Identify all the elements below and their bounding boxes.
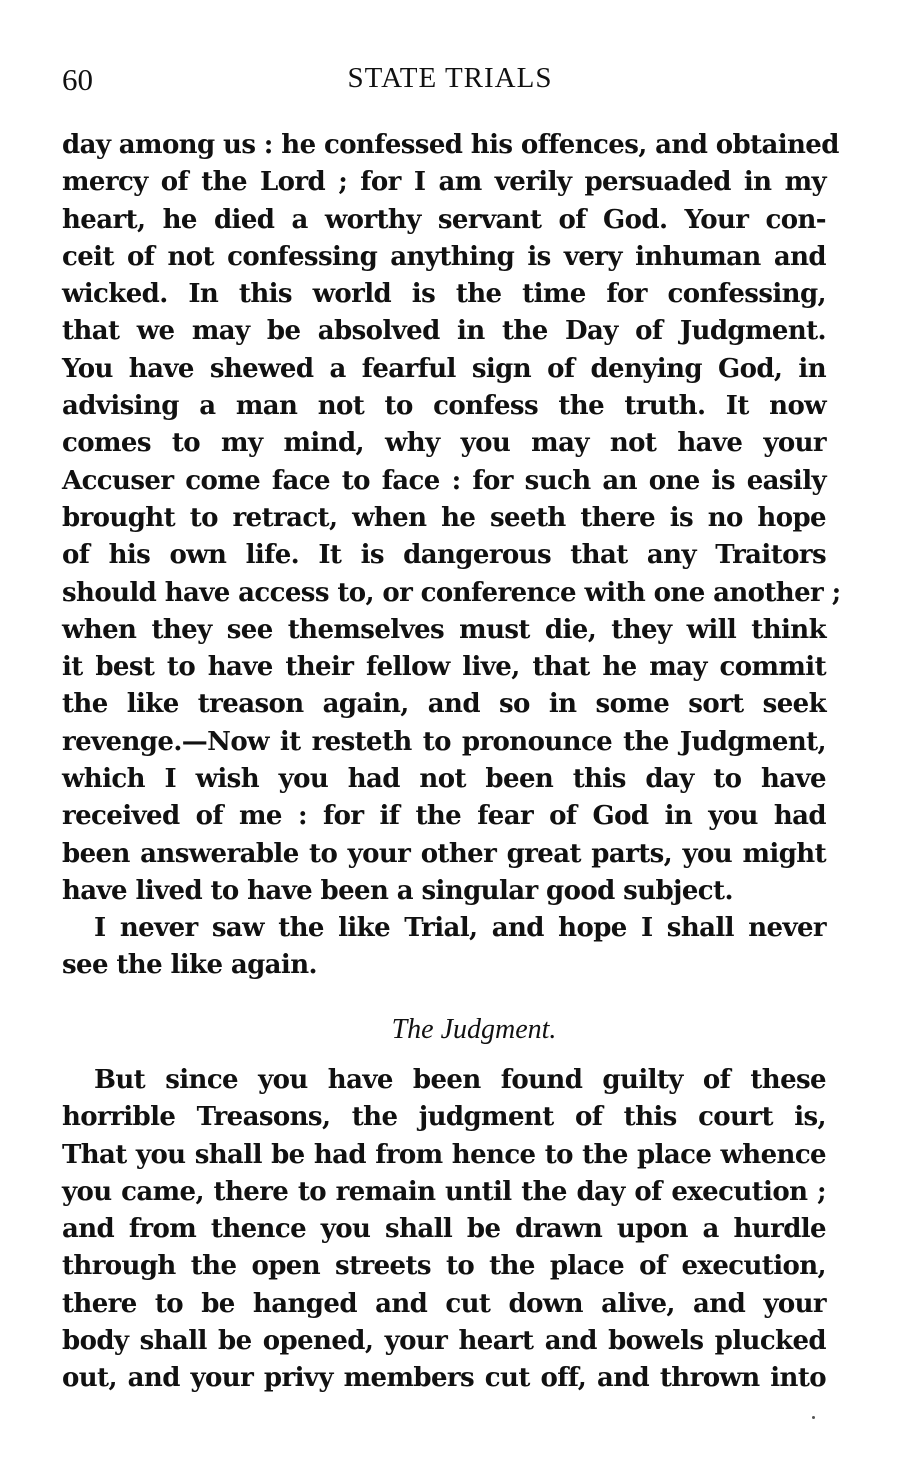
text-line: there to be hanged and cut down alive, and your [62,1288,826,1319]
text-line: comes to my mind, why you may not have your [62,428,826,459]
running-head [62,62,826,112]
text-line: revenge.—Now it resteth to pronounce the Judgment, [62,726,826,757]
text-line: Accuser come face to face : for such an one is easily [62,465,826,496]
paragraph-judgment [62,1062,826,1398]
text-line: that we may be absolved in the Day of Judgment. [62,316,826,347]
text-line: mercy of the Lord ; for I am verily persuaded in my [62,167,826,198]
text-line: received of me : for if the fear of God in you had [62,801,826,832]
print-speck [812,1416,815,1419]
text-line: advising a man not to confess the truth. It now [62,391,826,422]
text-line: heart, he died a worthy servant of God. Your con- [62,204,826,235]
paragraph-closing-remark [62,910,826,985]
text-line: day among us : he confessed his offences, and obtained [62,130,839,160]
section-heading: The Judgment. [391,1014,557,1045]
text-line: have lived to have been a singular good subject. [62,875,733,906]
text-line: horrible Treasons, the judgment of this court is, [62,1102,826,1133]
text-line: I never saw the like Trial, and hope I shall never [94,913,826,943]
text-line: the like treason again, and so in some sort seek [62,689,826,720]
page-number: 60 [62,62,93,97]
text-line: wicked. In this world is the time for confessing, [62,279,826,310]
text-line: ceit of not confessing anything is very inhuman and [62,241,826,272]
text-line: through the open streets to the place of execution, [62,1251,826,1282]
text-line: which I wish you had not been this day to have [62,764,826,795]
text-line: of his own life. It is dangerous that any Traitors [62,540,826,571]
text-line: when they see themselves must die, they will think [62,614,826,645]
text-line: should have access to, or conference with one another ; [62,577,841,608]
text-line: brought to retract, when he seeth there is no hope [62,502,826,533]
text-line: and from thence you shall be drawn upon a hurdle [62,1214,826,1245]
text-line: see the like again. [62,950,317,981]
text-line: You have shewed a fearful sign of denying God, in [62,353,826,384]
text-line: it best to have their fellow live, that he may commit [62,652,826,683]
text-line: body shall be opened, your heart and bowels plucked [62,1326,826,1357]
text-line: been answerable to your other great parts, you might [62,838,826,869]
paragraph-sentence-speech [62,127,841,910]
text-line: out, and your privy members cut off, and thrown into [62,1363,826,1394]
text-line: That you shall be had from hence to the place whence [62,1139,826,1170]
text-line: But since you have been found guilty of these [94,1065,826,1095]
text-line: you came, there to remain until the day of execution ; [62,1176,826,1207]
running-title: STATE TRIALS [347,62,553,94]
